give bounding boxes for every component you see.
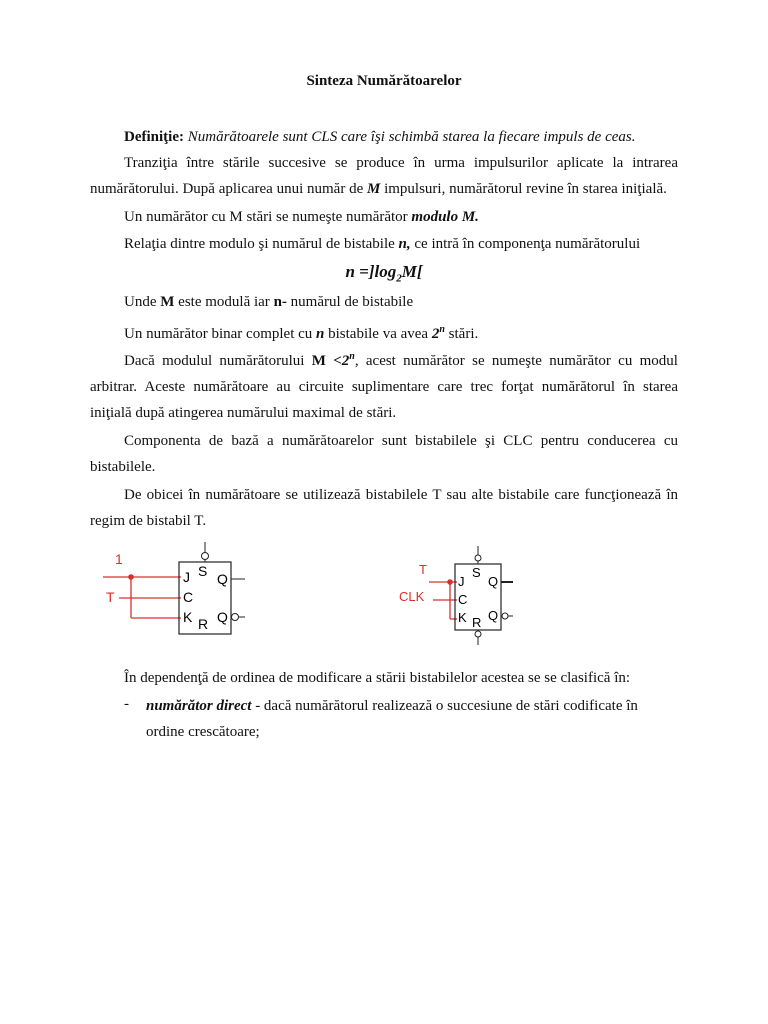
pin-c: C	[458, 592, 468, 607]
list-item-line1	[146, 696, 678, 716]
pin-q: Q	[217, 571, 228, 587]
pin-r: R	[198, 616, 209, 632]
p4-n: n-	[273, 294, 287, 310]
pin-k: K	[458, 610, 467, 625]
pin-qn: Q	[488, 608, 499, 623]
p4-line	[124, 292, 678, 312]
p5-b: bistabile va avea	[324, 326, 432, 342]
p7-line2: bistabilele.	[90, 459, 156, 475]
p4-m: M	[160, 294, 175, 310]
pin-qn: Q	[217, 609, 228, 625]
pin-k: K	[183, 609, 193, 625]
formula-b: M[	[401, 262, 423, 281]
pin-s: S	[198, 563, 208, 579]
p1-m: M	[366, 181, 381, 197]
p6-m: M	[311, 353, 326, 369]
p4-a: Unde	[124, 294, 161, 310]
p5-a: Un numărător binar complet cu	[124, 326, 317, 342]
p5-n: n	[316, 326, 325, 342]
p5-c: stări.	[444, 326, 479, 342]
list-dash: -	[124, 696, 129, 712]
pin-r: R	[472, 615, 482, 630]
p3-n: n,	[398, 236, 411, 252]
list-term: numărător direct	[146, 698, 252, 714]
p5-base: 2	[431, 326, 440, 342]
p3-line	[124, 234, 678, 254]
input-label-t: T	[419, 562, 427, 577]
qn-output-bubble	[502, 613, 508, 619]
p5-exp: n	[439, 324, 445, 335]
p2-modulo: modulo M.	[411, 209, 479, 225]
definition-text: Numărătoarele sunt CLS care îşi schimbă starea la fiecare impuls de ceas.	[187, 129, 636, 145]
p6-exp: n	[349, 351, 355, 362]
p6-line2: arbitrar. Aceste numărătoare au circuite suplimentare care trec forţat numărătorul în starea	[90, 379, 678, 395]
p6-line3: iniţială după atingerea numărului maximal de stări.	[90, 405, 397, 421]
p3-text-a: Relaţia dintre modulo şi numărul de bistabile	[124, 236, 399, 252]
p3-text-b: ce intră în componenţa numărătorului	[410, 236, 641, 252]
pin-c: C	[183, 589, 194, 605]
qn-output-bubble	[232, 614, 239, 621]
jk-flipflop-diagram-left	[95, 538, 285, 642]
p4-c: numărul de bistabile	[286, 294, 414, 310]
page-title: Sinteza Numărătoarelor	[306, 73, 462, 89]
p6-line1	[124, 351, 678, 371]
p6-lt: <2	[325, 353, 350, 369]
p6-a: Dacă modulul numărătorului	[124, 353, 312, 369]
p4-b: este modulă iar	[174, 294, 274, 310]
pin-q: Q	[488, 574, 499, 589]
junction-dot	[128, 574, 134, 580]
reset-pin-bubble	[475, 631, 481, 637]
p1-text-b: impulsuri, numărătorul revine în starea iniţială.	[380, 181, 667, 197]
set-pin-bubble	[202, 553, 209, 560]
p8-line2: regim de bistabil T.	[90, 513, 207, 529]
definition-line	[124, 127, 678, 147]
p5-line	[124, 324, 678, 344]
p7-line1: Componenta de bază a numărătoarelor sunt bistabilele şi CLC pentru conducerea cu	[124, 433, 678, 449]
p2-line	[124, 207, 678, 227]
p2-text: Un numărător cu M stări se numeşte numărător	[124, 209, 412, 225]
jk-flipflop-diagram-right	[395, 542, 555, 646]
p1-line1: Tranziţia între stările succesive se produce în urma impulsurilor aplicate la intrarea	[124, 155, 678, 171]
formula-a: n =]log	[345, 262, 397, 281]
input-label-t: T	[106, 589, 115, 605]
pin-s: S	[472, 565, 481, 580]
p8-line1: De obicei în numărătoare se utilizează bistabilele T sau alte bistabile care funcţionează în	[124, 487, 678, 503]
definition-label: Definiţie:	[124, 129, 184, 145]
p1-text-a: numărătorului. După aplicarea unui număr de	[90, 181, 367, 197]
p1-line2	[90, 179, 678, 199]
pin-j: J	[183, 569, 190, 585]
set-pin-bubble	[475, 555, 481, 561]
formula	[0, 262, 768, 285]
pin-j: J	[458, 574, 465, 589]
input-label-1: 1	[115, 551, 123, 567]
list-item-line2: ordine crescătoare;	[146, 724, 260, 740]
list-text: - dacă numărătorul realizează o succesiune de stări codificate în	[251, 698, 638, 714]
p6-b: , acest numărător se numeşte numărător cu modul	[354, 353, 678, 369]
p9-line: În dependenţă de ordinea de modificare a stării bistabilelor acestea se se clasifică în:	[124, 670, 631, 686]
input-label-clk: CLK	[399, 589, 425, 604]
junction-dot	[447, 579, 453, 585]
formula-sub: 2	[396, 272, 402, 285]
